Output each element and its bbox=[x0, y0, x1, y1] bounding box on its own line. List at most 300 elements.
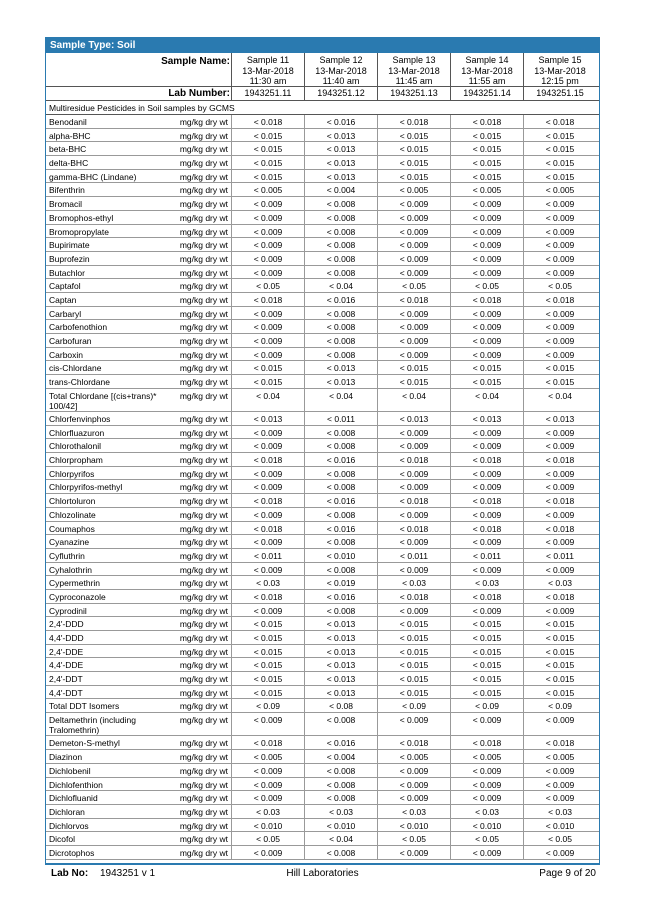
analyte-name: Chlorpyrifos bbox=[49, 468, 95, 479]
analyte-unit: mg/kg dry wt bbox=[179, 765, 228, 776]
result-cell: < 0.015 bbox=[377, 142, 450, 155]
result-cell: < 0.018 bbox=[450, 494, 523, 507]
analyte-unit: mg/kg dry wt bbox=[179, 752, 228, 763]
result-cell: < 0.009 bbox=[450, 439, 523, 452]
table-row bbox=[46, 508, 599, 522]
table-row bbox=[46, 348, 599, 362]
result-cell: < 0.009 bbox=[231, 713, 304, 735]
result-cell: < 0.009 bbox=[523, 238, 596, 251]
result-cell: < 0.015 bbox=[450, 170, 523, 183]
analyte-name: Cyprodinil bbox=[49, 605, 87, 616]
analyte-name: Dichlobenil bbox=[49, 765, 91, 776]
result-cell: < 0.010 bbox=[231, 819, 304, 832]
footer-company: Hill Laboratories bbox=[286, 868, 359, 879]
section-title: Multiresidue Pesticides in Soil samples by GCMS bbox=[46, 101, 599, 115]
result-cell: < 0.05 bbox=[450, 832, 523, 845]
result-cell: < 0.018 bbox=[523, 522, 596, 535]
analyte-unit: mg/kg dry wt bbox=[179, 377, 228, 388]
analyte-name: trans-Chlordane bbox=[49, 377, 110, 388]
result-cell: < 0.011 bbox=[304, 412, 377, 425]
analyte-unit: mg/kg dry wt bbox=[179, 793, 228, 804]
result-cell: < 0.09 bbox=[450, 699, 523, 712]
result-cell: < 0.009 bbox=[523, 320, 596, 333]
analyte-unit: mg/kg dry wt bbox=[179, 619, 228, 630]
sample-column-header bbox=[304, 53, 377, 101]
analyte-unit: mg/kg dry wt bbox=[179, 847, 228, 858]
result-cell: < 0.010 bbox=[304, 549, 377, 562]
analyte-name: Chlorpropham bbox=[49, 455, 103, 466]
result-cell: < 0.013 bbox=[377, 412, 450, 425]
result-cell: < 0.05 bbox=[377, 279, 450, 292]
result-cell: < 0.008 bbox=[304, 467, 377, 480]
table-row bbox=[46, 334, 599, 348]
result-cell: < 0.009 bbox=[523, 480, 596, 493]
result-cell: < 0.009 bbox=[377, 791, 450, 804]
result-cell: < 0.009 bbox=[450, 764, 523, 777]
analyte-unit: mg/kg dry wt bbox=[179, 171, 228, 182]
result-cell: < 0.009 bbox=[231, 334, 304, 347]
result-cell: < 0.015 bbox=[377, 361, 450, 374]
analyte-name: Total Chlordane [(cis+trans)* 100/42] bbox=[49, 390, 157, 411]
table-row bbox=[46, 494, 599, 508]
analyte-name: 2,4'-DDD bbox=[49, 619, 84, 630]
table-row bbox=[46, 156, 599, 170]
analyte-name: Dichlofluanid bbox=[49, 793, 98, 804]
sample-time: 12:15 pm bbox=[541, 76, 579, 86]
result-cell: < 0.018 bbox=[231, 590, 304, 603]
analyte-unit: mg/kg dry wt bbox=[179, 441, 228, 452]
result-cell: < 0.009 bbox=[231, 480, 304, 493]
result-cell: < 0.03 bbox=[450, 805, 523, 818]
analyte-unit: mg/kg dry wt bbox=[179, 660, 228, 671]
sample-header bbox=[46, 53, 599, 101]
sample-column-header bbox=[450, 53, 523, 101]
table-row bbox=[46, 453, 599, 467]
result-cell: < 0.009 bbox=[231, 252, 304, 265]
result-cell: < 0.015 bbox=[377, 631, 450, 644]
result-cell: < 0.009 bbox=[523, 225, 596, 238]
result-cell: < 0.013 bbox=[304, 375, 377, 388]
result-cell: < 0.04 bbox=[377, 389, 450, 411]
result-cell: < 0.009 bbox=[231, 266, 304, 279]
result-cell: < 0.008 bbox=[304, 211, 377, 224]
result-cell: < 0.009 bbox=[231, 764, 304, 777]
sample-lab-number: 1943251.12 bbox=[317, 88, 365, 98]
result-cell: < 0.009 bbox=[377, 348, 450, 361]
sample-column-header bbox=[231, 53, 304, 101]
analyte-name: cis-Chlordane bbox=[49, 363, 102, 374]
result-cell: < 0.015 bbox=[450, 375, 523, 388]
analyte-unit: mg/kg dry wt bbox=[179, 212, 228, 223]
result-cell: < 0.016 bbox=[304, 522, 377, 535]
analyte-unit: mg/kg dry wt bbox=[179, 523, 228, 534]
result-cell: < 0.005 bbox=[523, 750, 596, 763]
result-cell: < 0.018 bbox=[450, 522, 523, 535]
result-cell: < 0.009 bbox=[450, 252, 523, 265]
result-cell: < 0.009 bbox=[377, 426, 450, 439]
analyte-name: Dichlofenthion bbox=[49, 779, 103, 790]
sample-name: Sample 14 bbox=[465, 55, 509, 65]
result-cell: < 0.008 bbox=[304, 604, 377, 617]
analyte-unit: mg/kg dry wt bbox=[179, 281, 228, 292]
analyte-name: Coumaphos bbox=[49, 523, 95, 534]
table-row bbox=[46, 617, 599, 631]
result-cell: < 0.03 bbox=[523, 805, 596, 818]
result-cell: < 0.009 bbox=[450, 508, 523, 521]
result-cell: < 0.013 bbox=[231, 412, 304, 425]
result-cell: < 0.008 bbox=[304, 846, 377, 859]
table-row bbox=[46, 266, 599, 280]
result-cell: < 0.018 bbox=[450, 115, 523, 128]
analyte-name: Chlorfluazuron bbox=[49, 427, 105, 438]
result-cell: < 0.008 bbox=[304, 334, 377, 347]
table-row bbox=[46, 846, 599, 860]
result-cell: < 0.015 bbox=[231, 129, 304, 142]
sample-date: 13-Mar-2018 bbox=[388, 65, 440, 76]
results-table bbox=[45, 37, 600, 864]
result-cell: < 0.009 bbox=[523, 778, 596, 791]
result-cell: < 0.008 bbox=[304, 426, 377, 439]
result-cell: < 0.009 bbox=[450, 211, 523, 224]
table-row bbox=[46, 522, 599, 536]
analyte-unit: mg/kg dry wt bbox=[179, 253, 228, 264]
sample-date: 13-Mar-2018 bbox=[242, 65, 294, 76]
result-cell: < 0.09 bbox=[523, 699, 596, 712]
result-cell: < 0.05 bbox=[523, 832, 596, 845]
result-cell: < 0.018 bbox=[450, 293, 523, 306]
analyte-unit: mg/kg dry wt bbox=[179, 715, 228, 726]
result-cell: < 0.010 bbox=[450, 819, 523, 832]
table-row bbox=[46, 252, 599, 266]
analyte-name: Bromopropylate bbox=[49, 226, 110, 237]
result-cell: < 0.009 bbox=[523, 791, 596, 804]
result-cell: < 0.011 bbox=[231, 549, 304, 562]
result-cell: < 0.015 bbox=[231, 156, 304, 169]
result-cell: < 0.05 bbox=[231, 832, 304, 845]
table-row bbox=[46, 197, 599, 211]
analyte-unit: mg/kg dry wt bbox=[179, 550, 228, 561]
result-cell: < 0.009 bbox=[450, 197, 523, 210]
result-cell: < 0.018 bbox=[523, 494, 596, 507]
result-cell: < 0.009 bbox=[231, 508, 304, 521]
result-cell: < 0.018 bbox=[377, 453, 450, 466]
sample-date: 13-Mar-2018 bbox=[534, 65, 586, 76]
analyte-unit: mg/kg dry wt bbox=[179, 427, 228, 438]
result-cell: < 0.005 bbox=[523, 183, 596, 196]
analyte-unit: mg/kg dry wt bbox=[179, 308, 228, 319]
result-cell: < 0.008 bbox=[304, 266, 377, 279]
result-cell: < 0.03 bbox=[523, 576, 596, 589]
result-cell: < 0.008 bbox=[304, 535, 377, 548]
result-cell: < 0.009 bbox=[377, 604, 450, 617]
result-cell: < 0.009 bbox=[377, 467, 450, 480]
header-divider bbox=[46, 86, 599, 87]
result-cell: < 0.015 bbox=[231, 658, 304, 671]
analyte-unit: mg/kg dry wt bbox=[179, 240, 228, 251]
analyte-unit: mg/kg dry wt bbox=[179, 117, 228, 127]
footer-page: Page 9 of 20 bbox=[539, 868, 596, 879]
result-cell: < 0.009 bbox=[377, 334, 450, 347]
analyte-name: Carboxin bbox=[49, 349, 84, 360]
result-cell: < 0.008 bbox=[304, 713, 377, 735]
result-cell: < 0.015 bbox=[450, 686, 523, 699]
result-cell: < 0.015 bbox=[231, 631, 304, 644]
table-row bbox=[46, 590, 599, 604]
analyte-name: delta-BHC bbox=[49, 158, 89, 169]
result-cell: < 0.016 bbox=[304, 736, 377, 749]
table-row bbox=[46, 129, 599, 143]
analyte-unit: mg/kg dry wt bbox=[179, 738, 228, 749]
result-cell: < 0.013 bbox=[523, 412, 596, 425]
result-cell: < 0.018 bbox=[377, 522, 450, 535]
result-cell: < 0.009 bbox=[377, 307, 450, 320]
result-cell: < 0.009 bbox=[377, 778, 450, 791]
result-cell: < 0.008 bbox=[304, 348, 377, 361]
result-cell: < 0.009 bbox=[450, 238, 523, 251]
analyte-name: Cyproconazole bbox=[49, 591, 106, 602]
result-cell: < 0.009 bbox=[377, 252, 450, 265]
table-row bbox=[46, 320, 599, 334]
result-cell: < 0.008 bbox=[304, 197, 377, 210]
result-cell: < 0.018 bbox=[377, 590, 450, 603]
result-cell: < 0.015 bbox=[377, 686, 450, 699]
result-cell: < 0.009 bbox=[231, 563, 304, 576]
result-cell: < 0.015 bbox=[231, 686, 304, 699]
result-cell: < 0.015 bbox=[523, 142, 596, 155]
result-cell: < 0.05 bbox=[231, 279, 304, 292]
table-row bbox=[46, 170, 599, 184]
table-row bbox=[46, 791, 599, 805]
sample-lab-number: 1943251.14 bbox=[463, 88, 511, 98]
result-cell: < 0.015 bbox=[523, 129, 596, 142]
result-cell: < 0.009 bbox=[231, 535, 304, 548]
analyte-name: Buprofezin bbox=[49, 253, 90, 264]
analyte-unit: mg/kg dry wt bbox=[179, 130, 228, 141]
result-cell: < 0.010 bbox=[523, 819, 596, 832]
analyte-name: Chlozolinate bbox=[49, 509, 96, 520]
result-cell: < 0.009 bbox=[450, 348, 523, 361]
result-cell: < 0.015 bbox=[231, 617, 304, 630]
result-cell: < 0.009 bbox=[523, 307, 596, 320]
table-row bbox=[46, 426, 599, 440]
result-cell: < 0.016 bbox=[304, 590, 377, 603]
result-cell: < 0.015 bbox=[377, 375, 450, 388]
result-cell: < 0.013 bbox=[304, 361, 377, 374]
result-cell: < 0.004 bbox=[304, 750, 377, 763]
result-cell: < 0.015 bbox=[231, 645, 304, 658]
result-cell: < 0.005 bbox=[377, 750, 450, 763]
result-cell: < 0.016 bbox=[304, 453, 377, 466]
analyte-unit: mg/kg dry wt bbox=[179, 414, 228, 425]
result-cell: < 0.009 bbox=[231, 197, 304, 210]
table-row bbox=[46, 480, 599, 494]
result-cell: < 0.013 bbox=[304, 686, 377, 699]
result-cell: < 0.009 bbox=[450, 604, 523, 617]
analyte-unit: mg/kg dry wt bbox=[179, 646, 228, 657]
analyte-unit: mg/kg dry wt bbox=[179, 509, 228, 520]
table-row bbox=[46, 631, 599, 645]
result-cell: < 0.009 bbox=[450, 426, 523, 439]
result-cell: < 0.05 bbox=[450, 279, 523, 292]
result-cell: < 0.015 bbox=[377, 658, 450, 671]
analyte-unit: mg/kg dry wt bbox=[179, 496, 228, 507]
result-cell: < 0.008 bbox=[304, 252, 377, 265]
result-cell: < 0.013 bbox=[450, 412, 523, 425]
result-cell: < 0.015 bbox=[231, 142, 304, 155]
table-row bbox=[46, 279, 599, 293]
result-cell: < 0.009 bbox=[450, 535, 523, 548]
result-cell: < 0.009 bbox=[523, 563, 596, 576]
result-cell: < 0.009 bbox=[523, 535, 596, 548]
table-row bbox=[46, 549, 599, 563]
result-cell: < 0.013 bbox=[304, 156, 377, 169]
result-cell: < 0.009 bbox=[231, 778, 304, 791]
result-cell: < 0.018 bbox=[377, 494, 450, 507]
sample-name: Sample 13 bbox=[392, 55, 436, 65]
result-cell: < 0.08 bbox=[304, 699, 377, 712]
result-cell: < 0.03 bbox=[304, 805, 377, 818]
table-row bbox=[46, 576, 599, 590]
result-cell: < 0.015 bbox=[377, 617, 450, 630]
result-cell: < 0.008 bbox=[304, 480, 377, 493]
result-cell: < 0.008 bbox=[304, 225, 377, 238]
result-cell: < 0.03 bbox=[377, 805, 450, 818]
result-cell: < 0.015 bbox=[450, 361, 523, 374]
result-cell: < 0.008 bbox=[304, 764, 377, 777]
analyte-unit: mg/kg dry wt bbox=[179, 349, 228, 360]
result-cell: < 0.015 bbox=[377, 156, 450, 169]
analyte-name: beta-BHC bbox=[49, 144, 87, 155]
table-row bbox=[46, 699, 599, 713]
result-cell: < 0.008 bbox=[304, 563, 377, 576]
analyte-name: Butachlor bbox=[49, 267, 85, 278]
analyte-unit: mg/kg dry wt bbox=[179, 564, 228, 575]
sample-lab-number: 1943251.11 bbox=[244, 88, 292, 98]
analyte-name: Bupirimate bbox=[49, 240, 90, 251]
result-cell: < 0.009 bbox=[377, 320, 450, 333]
analyte-unit: mg/kg dry wt bbox=[179, 199, 228, 210]
table-row bbox=[46, 115, 599, 129]
sample-date: 13-Mar-2018 bbox=[315, 65, 367, 76]
result-cell: < 0.016 bbox=[304, 293, 377, 306]
table-row bbox=[46, 293, 599, 307]
result-cell: < 0.009 bbox=[450, 791, 523, 804]
result-cell: < 0.018 bbox=[523, 115, 596, 128]
result-cell: < 0.018 bbox=[231, 736, 304, 749]
result-cell: < 0.009 bbox=[450, 713, 523, 735]
result-cell: < 0.018 bbox=[231, 453, 304, 466]
analyte-unit: mg/kg dry wt bbox=[179, 294, 228, 305]
sample-name-label: Sample Name: bbox=[161, 56, 230, 67]
analyte-unit: mg/kg dry wt bbox=[179, 578, 228, 589]
analyte-unit: mg/kg dry wt bbox=[179, 779, 228, 790]
table-row bbox=[46, 672, 599, 686]
result-cell: < 0.015 bbox=[450, 617, 523, 630]
analyte-unit: mg/kg dry wt bbox=[179, 468, 228, 479]
result-cell: < 0.015 bbox=[450, 631, 523, 644]
table-row bbox=[46, 686, 599, 700]
analyte-unit: mg/kg dry wt bbox=[179, 158, 228, 169]
analyte-name: Cyhalothrin bbox=[49, 564, 92, 575]
result-cell: < 0.011 bbox=[523, 549, 596, 562]
lab-number-label: Lab Number: bbox=[168, 88, 230, 99]
footer-lab-no-label: Lab No: bbox=[51, 868, 89, 879]
result-cell: < 0.013 bbox=[304, 658, 377, 671]
footer-lab-no-value: 1943251 v 1 bbox=[100, 868, 156, 879]
analyte-name: Chlorothalonil bbox=[49, 441, 101, 452]
result-cell: < 0.015 bbox=[523, 170, 596, 183]
analyte-name: Cyfluthrin bbox=[49, 550, 85, 561]
analyte-unit: mg/kg dry wt bbox=[179, 834, 228, 845]
result-cell: < 0.008 bbox=[304, 439, 377, 452]
result-cell: < 0.015 bbox=[523, 156, 596, 169]
result-cell: < 0.05 bbox=[377, 832, 450, 845]
analyte-name: Captan bbox=[49, 294, 77, 305]
analyte-name: 4,4'-DDE bbox=[49, 660, 84, 671]
table-row bbox=[46, 361, 599, 375]
analyte-name: Chlorfenvinphos bbox=[49, 414, 111, 425]
analyte-unit: mg/kg dry wt bbox=[179, 455, 228, 466]
result-cell: < 0.009 bbox=[523, 508, 596, 521]
table-row bbox=[46, 535, 599, 549]
result-cell: < 0.04 bbox=[304, 832, 377, 845]
result-cell: < 0.009 bbox=[523, 439, 596, 452]
result-cell: < 0.005 bbox=[231, 750, 304, 763]
result-cell: < 0.04 bbox=[450, 389, 523, 411]
result-cell: < 0.009 bbox=[450, 266, 523, 279]
result-cell: < 0.04 bbox=[231, 389, 304, 411]
result-cell: < 0.009 bbox=[450, 320, 523, 333]
page-footer bbox=[45, 864, 600, 885]
analyte-name: Diazinon bbox=[49, 752, 83, 763]
result-cell: < 0.013 bbox=[304, 170, 377, 183]
sample-time: 11:40 am bbox=[322, 76, 360, 86]
result-cell: < 0.015 bbox=[231, 361, 304, 374]
analyte-name: Bromacil bbox=[49, 199, 83, 210]
result-cell: < 0.015 bbox=[450, 156, 523, 169]
table-row bbox=[46, 736, 599, 750]
result-cell: < 0.015 bbox=[523, 645, 596, 658]
analyte-name: gamma-BHC (Lindane) bbox=[49, 171, 137, 182]
result-cell: < 0.009 bbox=[377, 439, 450, 452]
result-cell: < 0.009 bbox=[231, 604, 304, 617]
result-cell: < 0.009 bbox=[231, 791, 304, 804]
result-cell: < 0.015 bbox=[231, 170, 304, 183]
result-cell: < 0.018 bbox=[450, 736, 523, 749]
analyte-name: Dicrotophos bbox=[49, 847, 95, 858]
result-cell: < 0.04 bbox=[304, 279, 377, 292]
table-row bbox=[46, 142, 599, 156]
result-cell: < 0.009 bbox=[450, 467, 523, 480]
analyte-name: Deltamethrin (including Tralomethrin) bbox=[49, 715, 136, 736]
result-cell: < 0.005 bbox=[377, 183, 450, 196]
analyte-name: Demeton-S-methyl bbox=[49, 738, 120, 749]
table-row bbox=[46, 183, 599, 197]
sample-name: Sample 15 bbox=[538, 55, 582, 65]
sample-column-header bbox=[523, 53, 596, 101]
result-cell: < 0.009 bbox=[523, 197, 596, 210]
result-cell: < 0.011 bbox=[450, 549, 523, 562]
result-cell: < 0.010 bbox=[377, 819, 450, 832]
analyte-unit: mg/kg dry wt bbox=[179, 605, 228, 616]
sample-time: 11:45 am bbox=[395, 76, 433, 86]
result-cell: < 0.015 bbox=[377, 129, 450, 142]
result-cell: < 0.009 bbox=[523, 467, 596, 480]
result-cell: < 0.009 bbox=[377, 764, 450, 777]
table-row bbox=[46, 805, 599, 819]
result-cell: < 0.009 bbox=[377, 480, 450, 493]
result-cell: < 0.009 bbox=[450, 334, 523, 347]
